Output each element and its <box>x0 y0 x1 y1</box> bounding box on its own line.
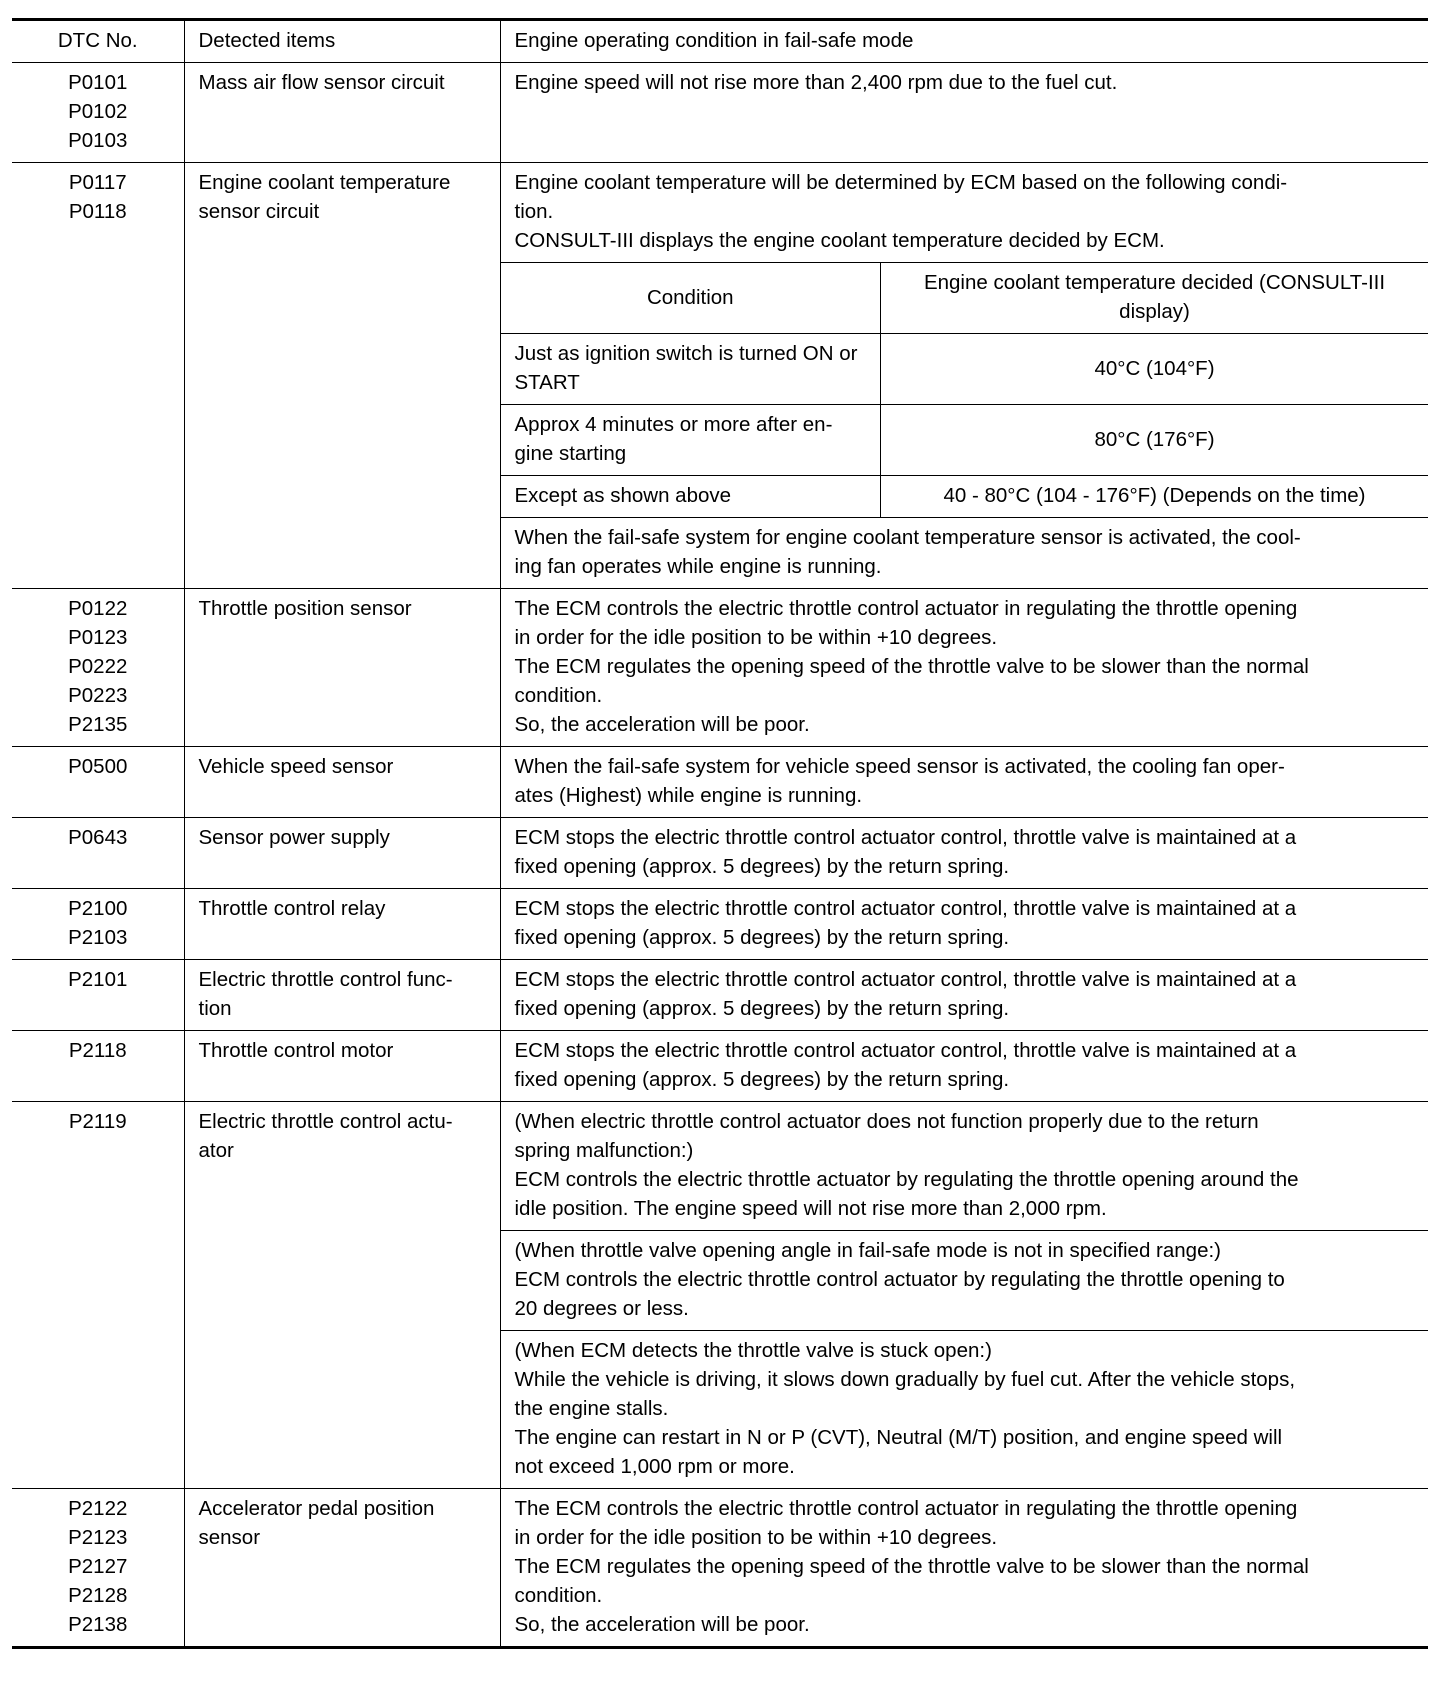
condition-line: ECM stops the electric throttle control actuator control, throttle valve is maintained at a <box>514 968 1297 991</box>
detected-item-cell: Mass air flow sensor circuit <box>184 63 500 163</box>
detected-item-cell: Electric throttle control func- tion <box>184 960 500 1031</box>
condition-line: fixed opening (approx. 5 degrees) by the return spring. <box>514 997 1010 1020</box>
document-page <box>12 18 1428 1649</box>
condition-line: ECM controls the electric throttle control actuator by regulating the throttle opening to <box>514 1268 1285 1291</box>
condition-intro <box>501 163 1429 263</box>
condition-line: 20 degrees or less. <box>514 1297 689 1320</box>
dtc-codes-cell <box>12 818 184 889</box>
condition-line: The ECM regulates the opening speed of the throttle valve to be slower than the normal <box>514 1555 1309 1578</box>
table-row <box>12 1102 1428 1489</box>
condition-line: condition. <box>514 1584 603 1607</box>
dtc-code: P2119 <box>68 1110 127 1133</box>
subtable-condition: Except as shown above <box>501 476 881 518</box>
detected-item-cell: Throttle control motor <box>184 1031 500 1102</box>
table-row <box>12 163 1428 589</box>
dtc-code: P0117 <box>68 171 127 194</box>
dtc-codes-cell <box>12 589 184 747</box>
condition-block <box>501 63 1429 104</box>
dtc-code: P2128 <box>68 1584 128 1607</box>
dtc-codes-cell <box>12 163 184 589</box>
condition-line: (When electric throttle control actuator does not function properly due to the return <box>514 1110 1259 1133</box>
condition-block <box>501 960 1429 1030</box>
dtc-code: P2123 <box>68 1526 128 1549</box>
condition-line: fixed opening (approx. 5 degrees) by the return spring. <box>514 855 1010 878</box>
operating-condition-cell <box>500 1102 1428 1489</box>
dtc-code: P0118 <box>68 200 127 223</box>
condition-line: When the fail-safe system for vehicle speed sensor is activated, the cooling fan oper- <box>514 755 1285 778</box>
table-body <box>12 63 1428 1648</box>
dtc-codes-cell <box>12 960 184 1031</box>
table-row <box>12 747 1428 818</box>
header-operating-condition: Engine operating condition in fail-safe mode <box>500 20 1428 63</box>
table-row <box>12 818 1428 889</box>
dtc-codes-cell <box>12 1031 184 1102</box>
detected-item-cell: Accelerator pedal position sensor <box>184 1489 500 1648</box>
detected-item-cell: Throttle position sensor <box>184 589 500 747</box>
operating-condition-cell <box>500 589 1428 747</box>
operating-condition-cell <box>500 1489 1428 1648</box>
condition-block <box>501 1102 1429 1231</box>
condition-block <box>501 747 1429 817</box>
condition-line: ates (Highest) while engine is running. <box>514 784 863 807</box>
condition-line: ECM stops the electric throttle control actuator control, throttle valve is maintained at a <box>514 1039 1297 1062</box>
subtable-header-condition: Condition <box>501 263 881 334</box>
condition-line: tion. <box>514 200 554 223</box>
condition-line: The ECM controls the electric throttle control actuator in regulating the throttle opening <box>514 1497 1298 1520</box>
detected-item-cell: Electric throttle control actu- ator <box>184 1102 500 1489</box>
detected-item-cell: Engine coolant temperature sensor circuit <box>184 163 500 589</box>
subtable-temperature: 40 - 80°C (104 - 176°F) (Depends on the time) <box>881 476 1429 518</box>
subtable-condition: Just as ignition switch is turned ON or START <box>501 334 881 405</box>
dtc-code: P2101 <box>68 968 128 991</box>
condition-line: spring malfunction:) <box>514 1139 694 1162</box>
operating-condition-cell <box>500 960 1428 1031</box>
condition-line: idle position. The engine speed will not rise more than 2,000 rpm. <box>514 1197 1107 1220</box>
operating-condition-cell <box>500 818 1428 889</box>
operating-condition-cell <box>500 747 1428 818</box>
table-row <box>12 889 1428 960</box>
condition-block <box>501 1231 1429 1331</box>
dtc-codes-cell <box>12 63 184 163</box>
operating-condition-cell <box>500 63 1428 163</box>
condition-line: ECM stops the electric throttle control actuator control, throttle valve is maintained at a <box>514 826 1297 849</box>
operating-condition-cell <box>500 163 1428 589</box>
condition-block <box>501 1489 1429 1646</box>
table-header-row <box>12 20 1428 63</box>
condition-line: When the fail-safe system for engine coolant temperature sensor is activated, the cool- <box>514 526 1301 549</box>
condition-line: So, the acceleration will be poor. <box>514 1613 810 1636</box>
dtc-code: P2122 <box>68 1497 128 1520</box>
condition-line: fixed opening (approx. 5 degrees) by the return spring. <box>514 926 1010 949</box>
detected-item-cell: Sensor power supply <box>184 818 500 889</box>
condition-line: Engine coolant temperature will be determined by ECM based on the following condi- <box>514 171 1288 194</box>
table-row <box>12 1031 1428 1102</box>
subtable-header-row <box>501 263 1429 334</box>
dtc-code: P2138 <box>68 1613 128 1636</box>
dtc-code: P0643 <box>68 826 128 849</box>
dtc-code: P0123 <box>68 626 128 649</box>
table-row <box>12 63 1428 163</box>
header-dtc: DTC No. <box>12 20 184 63</box>
fail-safe-table <box>12 18 1428 1649</box>
condition-line: While the vehicle is driving, it slows down gradually by fuel cut. After the vehicle stops, <box>514 1368 1296 1391</box>
dtc-code: P0101 <box>68 71 128 94</box>
dtc-code: P0103 <box>68 129 128 152</box>
condition-block <box>501 1031 1429 1101</box>
condition-line: ECM stops the electric throttle control actuator control, throttle valve is maintained at a <box>514 897 1297 920</box>
condition-line: The engine can restart in N or P (CVT), Neutral (M/T) position, and engine speed will <box>514 1426 1283 1449</box>
dtc-code: P2100 <box>68 897 128 920</box>
dtc-code: P0223 <box>68 684 128 707</box>
subtable-row <box>501 476 1429 518</box>
condition-line: The ECM regulates the opening speed of the throttle valve to be slower than the normal <box>514 655 1309 678</box>
detected-item-cell: Throttle control relay <box>184 889 500 960</box>
dtc-code: P2118 <box>68 1039 127 1062</box>
condition-line: The ECM controls the electric throttle control actuator in regulating the throttle opening <box>514 597 1298 620</box>
condition-line: ing fan operates while engine is running. <box>514 555 882 578</box>
table-row <box>12 589 1428 747</box>
dtc-code: P0102 <box>68 100 128 123</box>
dtc-codes-cell <box>12 1489 184 1648</box>
detected-item-cell: Vehicle speed sensor <box>184 747 500 818</box>
condition-block <box>501 1331 1429 1488</box>
dtc-code: P2127 <box>68 1555 128 1578</box>
dtc-code: P2103 <box>68 926 128 949</box>
condition-line: CONSULT-III displays the engine coolant temperature decided by ECM. <box>514 229 1165 252</box>
condition-line: fixed opening (approx. 5 degrees) by the return spring. <box>514 1068 1010 1091</box>
dtc-code: P0500 <box>68 755 128 778</box>
subtable-condition: Approx 4 minutes or more after en- gine starting <box>501 405 881 476</box>
condition-line: in order for the idle position to be within +10 degrees. <box>514 626 998 649</box>
condition-line: ECM controls the electric throttle actuator by regulating the throttle opening around the <box>514 1168 1299 1191</box>
subtable-row <box>501 405 1429 476</box>
dtc-codes-cell <box>12 747 184 818</box>
dtc-codes-cell <box>12 1102 184 1489</box>
operating-condition-cell <box>500 1031 1428 1102</box>
dtc-code: P0222 <box>68 655 128 678</box>
dtc-code: P2135 <box>68 713 128 736</box>
table-row <box>12 1489 1428 1648</box>
condition-line: (When ECM detects the throttle valve is stuck open:) <box>514 1339 992 1362</box>
subtable-temperature: 40°C (104°F) <box>881 334 1429 405</box>
header-detected-items: Detected items <box>184 20 500 63</box>
condition-line: condition. <box>514 684 603 707</box>
condition-outro <box>501 518 1429 588</box>
coolant-temp-subtable <box>501 263 1429 518</box>
dtc-codes-cell <box>12 889 184 960</box>
table-row <box>12 960 1428 1031</box>
condition-block <box>501 589 1429 746</box>
operating-condition-cell <box>500 889 1428 960</box>
condition-block <box>501 889 1429 959</box>
subtable-temperature: 80°C (176°F) <box>881 405 1429 476</box>
dtc-code: P0122 <box>68 597 128 620</box>
condition-block <box>501 818 1429 888</box>
condition-line: not exceed 1,000 rpm or more. <box>514 1455 795 1478</box>
subtable-row <box>501 334 1429 405</box>
condition-line: So, the acceleration will be poor. <box>514 713 810 736</box>
condition-line: the engine stalls. <box>514 1397 669 1420</box>
condition-line: (When throttle valve opening angle in fail-safe mode is not in specified range:) <box>514 1239 1222 1262</box>
condition-line: Engine speed will not rise more than 2,400 rpm due to the fuel cut. <box>514 71 1118 94</box>
condition-line: in order for the idle position to be within +10 degrees. <box>514 1526 998 1549</box>
subtable-header-temperature: Engine coolant temperature decided (CONSULT-III display) <box>881 263 1429 334</box>
